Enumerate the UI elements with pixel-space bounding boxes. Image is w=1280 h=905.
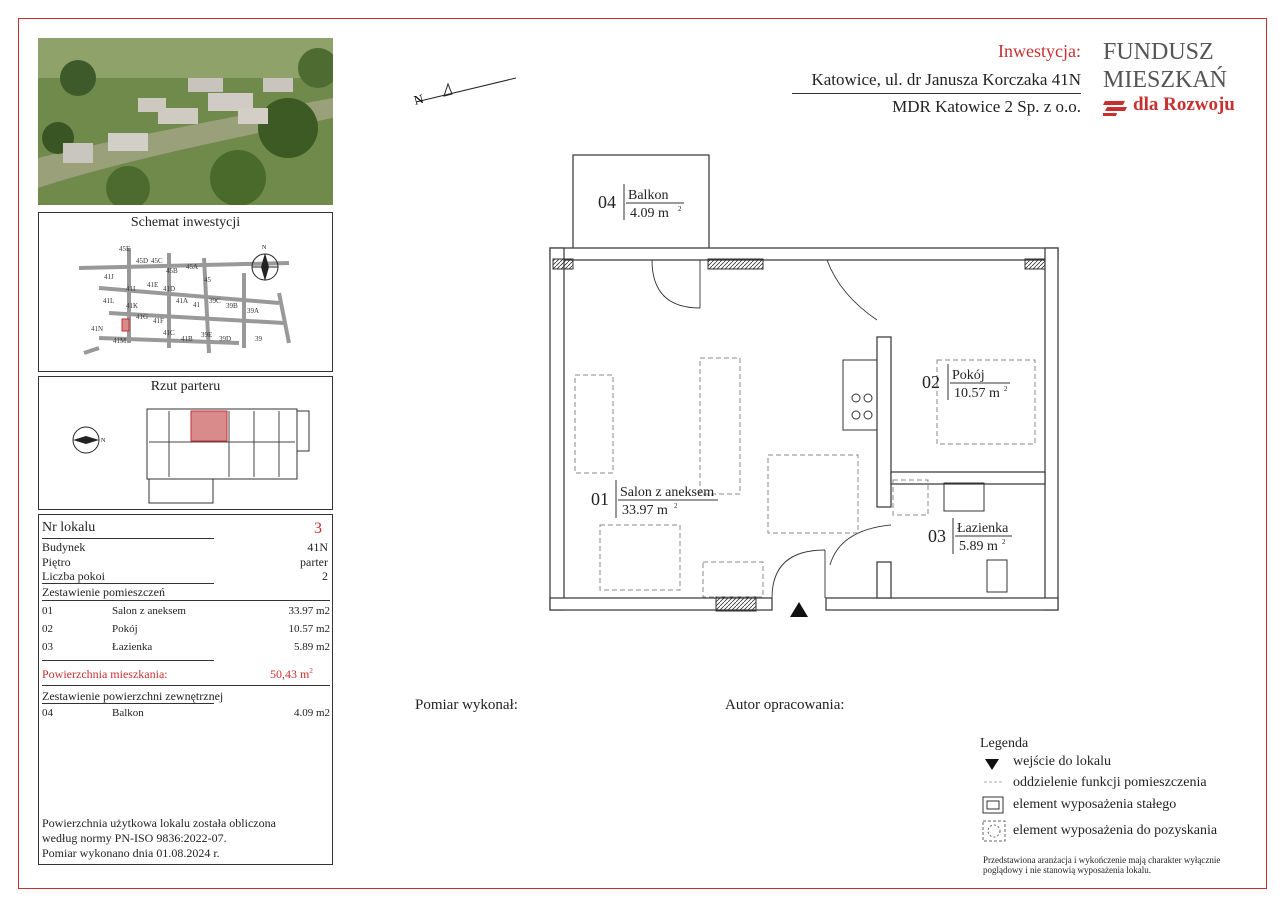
room-area: 10.57 m2: [288, 623, 330, 635]
schema-label: 45A: [186, 263, 199, 271]
wall-left: [550, 248, 564, 610]
schema-label: 45B: [166, 267, 178, 275]
room-no: 01: [42, 605, 53, 617]
total-label: Powierzchnia mieszkania:: [42, 667, 168, 681]
rooms-count-row: [42, 569, 330, 584]
wall-inner: [877, 337, 891, 507]
entry-cabinet: [703, 562, 763, 597]
wheelchair-space: [768, 455, 858, 533]
note-line-1: Powierzchnia użytkowa lokalu została obliczona: [42, 816, 276, 830]
outdoor-no: 04: [42, 707, 53, 719]
schema-label: 39D: [219, 335, 232, 343]
wall-bath-left: [877, 562, 891, 598]
schema-label: 41N: [91, 325, 104, 333]
balcony-name: Balkon: [628, 188, 669, 203]
bath-sink: [944, 483, 984, 511]
schema-label: 45C: [151, 257, 163, 265]
schema-label: 45D: [136, 257, 149, 265]
outdoor-area: 4.09 m2: [293, 707, 330, 719]
room-area-02: 10.57 m: [954, 386, 1000, 401]
rooms-header: Zestawienie pomieszczeń: [42, 585, 165, 599]
legend-item-optional: element wyposażenia do pozyskania: [1013, 823, 1218, 838]
room-row: [42, 641, 330, 653]
room-area-01: 33.97 m: [622, 503, 668, 518]
schema-label: 39A: [247, 307, 260, 315]
note-line-2: według normy PN-ISO 9836:2022-07.: [42, 831, 227, 845]
unit-value: 3: [314, 520, 322, 537]
legend-item-separation: oddzielenie funkcji pomieszczenia: [1013, 775, 1207, 790]
floor-label: Piętro: [42, 555, 71, 569]
legend-item-fixed: element wyposażenia stałego: [1013, 797, 1177, 812]
room-row: [42, 623, 330, 635]
schema-label: 41M: [113, 337, 127, 345]
logo-mark-icon: [1103, 98, 1129, 116]
site-plan-diagram: [39, 233, 332, 371]
room-name: Salon z aneksem: [112, 605, 186, 617]
sofa: [575, 375, 613, 473]
optional-equipment-icon: [982, 820, 1006, 842]
schema-label: 39E: [201, 331, 213, 339]
floor-plan: [540, 150, 1070, 620]
room-squared-01: 2: [674, 502, 678, 510]
schema-label: 41D: [163, 285, 176, 293]
fixed-equipment-icon: [982, 796, 1004, 814]
room-no: 03: [42, 641, 53, 653]
svg-text:N: N: [101, 438, 106, 444]
schema-label: 39B: [226, 302, 238, 310]
building-value: 41N: [307, 540, 328, 554]
washer: [893, 480, 928, 515]
room-area: 5.89 m2: [293, 641, 330, 653]
room-name-02: Pokój: [952, 368, 985, 383]
legend-title: Legenda: [980, 736, 1029, 751]
schema-label: 41C: [163, 329, 175, 337]
total-row: [42, 667, 330, 682]
entrance-arrow-icon: [984, 757, 1000, 771]
schema-label: 41L: [103, 297, 115, 305]
room-no-03: 03: [928, 526, 946, 546]
room-squared-03: 2: [1002, 538, 1006, 546]
room-name-01: Salon z aneksem: [620, 485, 715, 500]
schema-label: 39C: [209, 297, 221, 305]
dining-table: [600, 525, 680, 590]
room-name: Łazienka: [112, 641, 153, 653]
ground-floor-panel: [38, 376, 333, 510]
schema-label: 41: [193, 301, 200, 309]
dashed-line-icon: [984, 779, 1004, 785]
author-label: Autor opracowania:: [725, 697, 845, 713]
room-area: 33.97 m2: [288, 605, 330, 617]
room-no-01: 01: [591, 489, 609, 509]
outdoor-row: [42, 707, 330, 719]
note-line-3: Pomiar wykonano dnia 01.08.2024 r.: [42, 846, 220, 860]
room-no-02: 02: [922, 372, 940, 392]
ground-floor-title: Rzut parteru: [150, 379, 221, 394]
building-row: [42, 540, 330, 555]
outdoor-name: Balkon: [112, 707, 144, 719]
north-arrow-icon: [408, 74, 520, 110]
total-value: 50,43 m: [270, 667, 310, 681]
rooms-count-value: 2: [322, 569, 328, 583]
room-name: Pokój: [112, 623, 138, 635]
schema-label: 45E: [119, 245, 131, 253]
schema-panel: [38, 212, 333, 372]
ground-floor-diagram: [39, 397, 332, 509]
logo-line-2: MIESZKAŃ: [1103, 67, 1227, 93]
room-squared-02: 2: [1004, 385, 1008, 393]
floor-row: [42, 555, 330, 570]
toilet: [987, 560, 1007, 592]
svg-text:N: N: [262, 245, 267, 251]
schema-label: 41B: [181, 335, 193, 343]
schema-label: 39: [255, 335, 262, 343]
floor-value: parter: [300, 555, 328, 569]
disclaimer-line-1: Przedstawiona aranżacja i wykończenie mają charakter wyłącznie: [983, 855, 1221, 865]
aerial-photo-graphic: [38, 38, 333, 205]
balcony-area: 4.09 m: [630, 206, 669, 221]
total-squared: 2: [309, 667, 313, 675]
rooms-count-label: Liczba pokoi: [42, 569, 105, 583]
balcony-squared: 2: [678, 205, 682, 213]
room-no: 02: [42, 623, 53, 635]
balcony-no: 04: [598, 192, 616, 212]
logo-line-1: FUNDUSZ: [1103, 39, 1214, 65]
logo-line-3: dla Rozwoju: [1133, 94, 1235, 115]
legend-item-entrance: wejście do lokalu: [1013, 754, 1111, 769]
schema-title: Schemat inwestycji: [130, 215, 241, 230]
schema-label: 41A: [176, 297, 189, 305]
schema-label: 41J: [104, 273, 114, 281]
wall-bath-top: [891, 472, 1045, 484]
svg-text:N: N: [412, 90, 425, 108]
schema-label: 41I: [126, 285, 136, 293]
balcony-outline: [573, 155, 709, 253]
room-name-03: Łazienka: [957, 521, 1009, 536]
measured-by-label: Pomiar wykonał:: [415, 697, 518, 713]
kitchen-counter: [700, 358, 740, 494]
schema-label: 41G: [136, 313, 149, 321]
wall-right: [1045, 248, 1058, 610]
wall-bottom-right: [826, 598, 1058, 610]
company: MDR Katowice 2 Sp. z o.o.: [892, 97, 1081, 116]
address: Katowice, ul. dr Janusza Korczaka 41N: [811, 70, 1081, 89]
unit-row: [42, 520, 330, 536]
outdoor-header: Zestawienie powierzchni zewnętrznej: [42, 689, 224, 703]
schema-label: 41F: [153, 317, 164, 325]
building-label: Budynek: [42, 540, 86, 554]
aerial-photo: [38, 38, 333, 205]
compass-icon: [73, 427, 106, 453]
unit-label: Nr lokalu: [42, 520, 96, 535]
room-area-03: 5.89 m: [959, 539, 998, 554]
schema-label: 45: [204, 276, 211, 284]
investment-label: Inwestycja:: [998, 41, 1081, 61]
schema-label: 41E: [147, 281, 159, 289]
stove: [843, 360, 877, 430]
logo: [1103, 38, 1253, 118]
room-row: [42, 605, 330, 617]
disclaimer-line-2: poglądowy i nie stanowią wyposażenia lokalu.: [983, 865, 1151, 875]
schema-label: 41K: [126, 302, 139, 310]
